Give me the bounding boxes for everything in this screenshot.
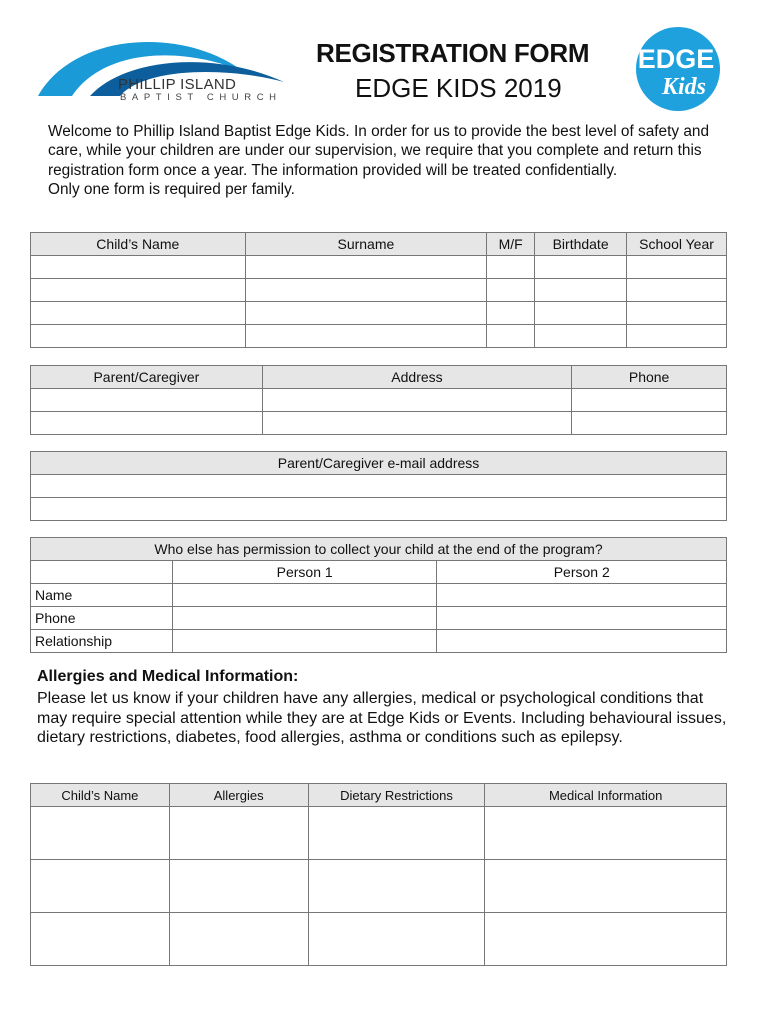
birthdate-field[interactable] xyxy=(535,279,627,302)
dietary-field[interactable] xyxy=(308,860,485,913)
children-header-row xyxy=(31,233,727,256)
header-dietary: Dietary Restrictions xyxy=(308,784,485,807)
children-table xyxy=(30,232,727,348)
pickup-persons-row xyxy=(31,561,727,584)
medical-child-field[interactable] xyxy=(31,860,170,913)
school-year-field[interactable] xyxy=(627,325,727,348)
person1-name-field[interactable] xyxy=(172,584,437,607)
row-label-name: Name xyxy=(31,584,173,607)
person2-relationship-field[interactable] xyxy=(437,630,727,653)
allergies-field[interactable] xyxy=(169,913,308,966)
row-label-phone: Phone xyxy=(31,607,173,630)
mf-field[interactable] xyxy=(487,279,535,302)
pickup-table xyxy=(30,537,727,653)
parent-table xyxy=(30,365,727,435)
form-title: REGISTRATION FORM xyxy=(316,38,590,68)
surname-field[interactable] xyxy=(245,325,487,348)
school-year-field[interactable] xyxy=(627,256,727,279)
dietary-field[interactable] xyxy=(308,807,485,860)
header-school-year: School Year xyxy=(627,233,727,256)
medical-section-title: Allergies and Medical Information: xyxy=(37,668,299,685)
header-medical-info: Medical Information xyxy=(485,784,727,807)
school-year-field[interactable] xyxy=(627,302,727,325)
pickup-question: Who else has permission to collect your child at the end of the program? xyxy=(31,538,727,561)
child-name-field[interactable] xyxy=(31,279,246,302)
school-year-field[interactable] xyxy=(627,279,727,302)
surname-field[interactable] xyxy=(245,256,487,279)
medical-header-row xyxy=(31,784,727,807)
medical-child-field[interactable] xyxy=(31,913,170,966)
person2-header: Person 2 xyxy=(437,561,727,584)
child-name-field[interactable] xyxy=(31,256,246,279)
person1-header: Person 1 xyxy=(172,561,437,584)
church-name: PHILLIP ISLAND xyxy=(118,76,237,93)
table-row xyxy=(31,302,727,325)
birthdate-field[interactable] xyxy=(535,302,627,325)
table-row xyxy=(31,630,727,653)
table-row xyxy=(31,860,727,913)
table-row xyxy=(31,389,727,412)
intro-note: Only one form is required per family. xyxy=(48,181,295,199)
parent-header-row xyxy=(31,366,727,389)
table-row xyxy=(31,913,727,966)
email-field[interactable] xyxy=(31,475,727,498)
mf-field[interactable] xyxy=(487,302,535,325)
medical-info-field[interactable] xyxy=(485,913,727,966)
person2-name-field[interactable] xyxy=(437,584,727,607)
allergies-field[interactable] xyxy=(169,807,308,860)
table-row xyxy=(31,807,727,860)
child-name-field[interactable] xyxy=(31,325,246,348)
person1-phone-field[interactable] xyxy=(172,607,437,630)
header-birthdate: Birthdate xyxy=(535,233,627,256)
phone-field[interactable] xyxy=(572,389,727,412)
table-row xyxy=(31,325,727,348)
table-row xyxy=(31,584,727,607)
email-header-row xyxy=(31,452,727,475)
table-row xyxy=(31,256,727,279)
intro-text xyxy=(48,122,738,200)
dietary-field[interactable] xyxy=(308,913,485,966)
table-row xyxy=(31,475,727,498)
birthdate-field[interactable] xyxy=(535,256,627,279)
form-subtitle: EDGE KIDS 2019 xyxy=(355,73,562,103)
table-row xyxy=(31,607,727,630)
header-mf: M/F xyxy=(487,233,535,256)
pickup-header-row xyxy=(31,538,727,561)
header-email: Parent/Caregiver e-mail address xyxy=(31,452,727,475)
parent-name-field[interactable] xyxy=(31,389,263,412)
mf-field[interactable] xyxy=(487,325,535,348)
birthdate-field[interactable] xyxy=(535,325,627,348)
email-table xyxy=(30,451,727,521)
child-name-field[interactable] xyxy=(31,302,246,325)
church-subtitle: BAPTIST CHURCH xyxy=(120,92,282,103)
table-row xyxy=(31,412,727,435)
medical-info-field[interactable] xyxy=(485,807,727,860)
header-childs-name: Child’s Name xyxy=(31,233,246,256)
header-parent-caregiver: Parent/Caregiver xyxy=(31,366,263,389)
intro-paragraph: Welcome to Phillip Island Baptist Edge Kids. In order for us to provide the best level of safety and care, while your children are under our supervision, we require that you complete and return this registration form once a year. The information provided will be treated confidentially. xyxy=(48,123,710,179)
parent-name-field[interactable] xyxy=(31,412,263,435)
medical-child-field[interactable] xyxy=(31,807,170,860)
header-address: Address xyxy=(262,366,571,389)
address-field[interactable] xyxy=(262,412,571,435)
medical-table xyxy=(30,783,727,966)
pickup-corner-cell xyxy=(31,561,173,584)
row-label-relationship: Relationship xyxy=(31,630,173,653)
surname-field[interactable] xyxy=(245,279,487,302)
phone-field[interactable] xyxy=(572,412,727,435)
email-field[interactable] xyxy=(31,498,727,521)
address-field[interactable] xyxy=(262,389,571,412)
surname-field[interactable] xyxy=(245,302,487,325)
header-surname: Surname xyxy=(245,233,487,256)
table-row xyxy=(31,498,727,521)
badge-top-text: EDGE xyxy=(637,44,715,74)
header-phone: Phone xyxy=(572,366,727,389)
person1-relationship-field[interactable] xyxy=(172,630,437,653)
table-row xyxy=(31,279,727,302)
allergies-field[interactable] xyxy=(169,860,308,913)
medical-info-field[interactable] xyxy=(485,860,727,913)
edge-kids-logo xyxy=(630,26,726,112)
medical-section-text: Please let us know if your children have any allergies, medical or psychological conditions that may require special attention while they are at Edge Kids or Events. Including behavioural issues, dietary restrictions, diabetes, food allergies, asthma or conditions such as epilepsy. xyxy=(37,690,727,747)
header-allergies: Allergies xyxy=(169,784,308,807)
mf-field[interactable] xyxy=(487,256,535,279)
header-medical-childs-name: Child’s Name xyxy=(31,784,170,807)
person2-phone-field[interactable] xyxy=(437,607,727,630)
badge-bottom-text: Kids xyxy=(661,74,707,100)
